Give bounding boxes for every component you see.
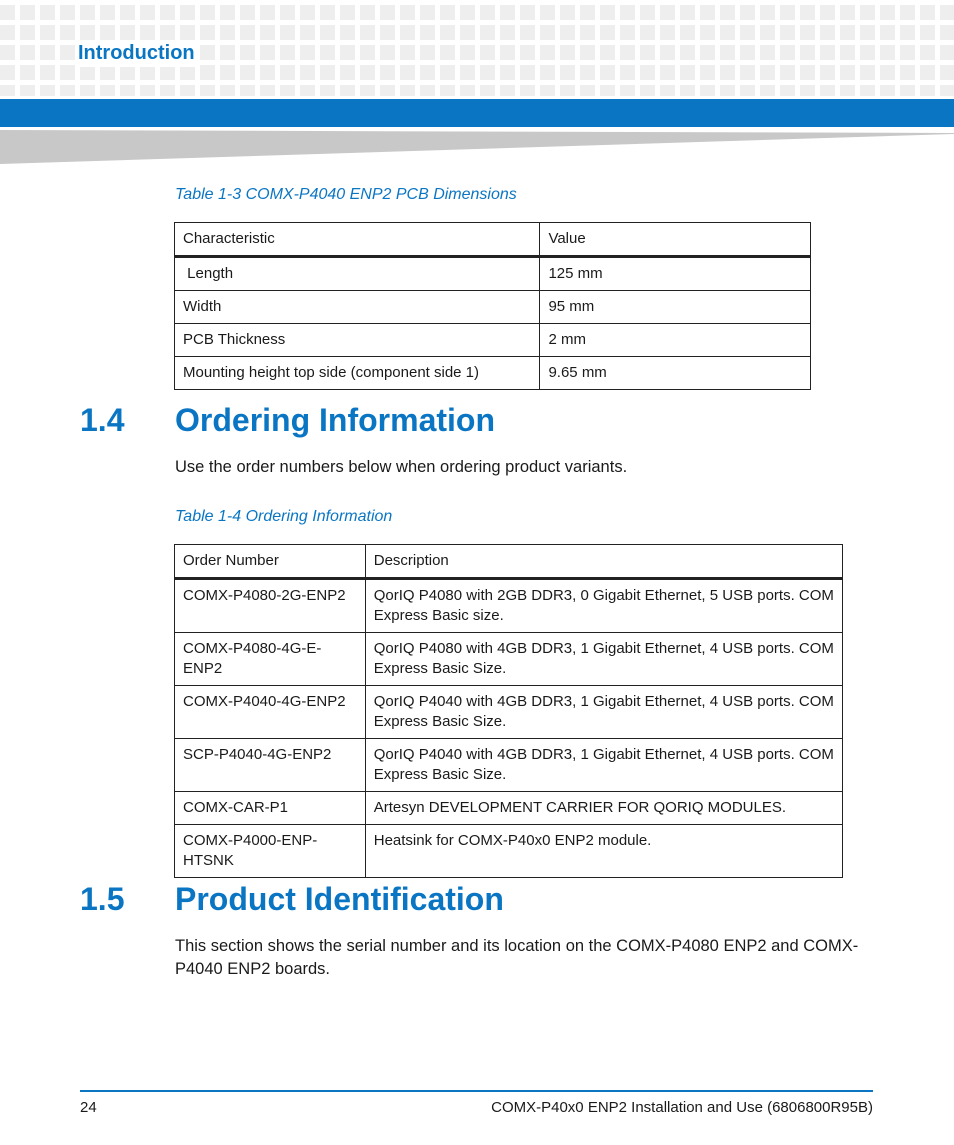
header-band: [0, 99, 954, 127]
order-description: QorIQ P4040 with 4GB DDR3, 1 Gigabit Ethernet, 4 USB ports. COM Express Basic Size.: [365, 739, 842, 792]
table-row: [175, 257, 811, 291]
table-caption: Table 1-3 COMX-P4040 ENP2 PCB Dimensions: [175, 186, 517, 203]
order-number: COMX-P4080-2G-ENP2: [175, 579, 366, 633]
order-number: COMX-P4040-4G-ENP2: [175, 686, 366, 739]
column-header: Characteristic: [175, 223, 540, 257]
table-header-row: [175, 223, 811, 257]
section-number: 1.4: [80, 402, 125, 438]
table-cell: PCB Thickness: [175, 324, 540, 357]
section-title: Product Identification: [175, 881, 504, 917]
order-number: COMX-P4080-4G-E-ENP2: [175, 633, 366, 686]
table-caption: Table 1-4 Ordering Information: [175, 508, 393, 525]
section-intro: Use the order numbers below when ordering product variants.: [175, 458, 628, 476]
table-cell: 9.65 mm: [540, 357, 811, 390]
column-header: Order Number: [175, 545, 366, 579]
table-header-row: [175, 545, 843, 579]
order-number: COMX-CAR-P1: [175, 792, 366, 825]
table-row: [175, 739, 843, 792]
order-description: Heatsink for COMX-P40x0 ENP2 module.: [365, 825, 842, 878]
header-wedge: [0, 130, 954, 164]
table-row: [175, 324, 811, 357]
order-number: COMX-P4000-ENP-HTSNK: [175, 825, 366, 878]
order-description: QorIQ P4080 with 4GB DDR3, 1 Gigabit Ethernet, 4 USB ports. COM Express Basic Size.: [365, 633, 842, 686]
column-header: Description: [365, 545, 842, 579]
table-row: [175, 357, 811, 390]
table-row: [175, 291, 811, 324]
table-cell: Length: [175, 257, 540, 291]
ordering-table: [174, 544, 843, 878]
table-cell: 95 mm: [540, 291, 811, 324]
table-cell: Mounting height top side (component side 1): [175, 357, 540, 390]
section-number: 1.5: [80, 881, 125, 917]
order-number: SCP-P4040-4G-ENP2: [175, 739, 366, 792]
pcb-dimensions-table: [174, 222, 811, 390]
chapter-title: Introduction: [78, 40, 199, 67]
order-description: Artesyn DEVELOPMENT CARRIER FOR QORIQ MODULES.: [365, 792, 842, 825]
section-intro: This section shows the serial number and its location on the COMX-P4080 ENP2 and COMX-P4040 ENP2 boards.: [175, 937, 859, 978]
table-row: [175, 686, 843, 739]
order-description: QorIQ P4040 with 4GB DDR3, 1 Gigabit Ethernet, 4 USB ports. COM Express Basic Size.: [365, 686, 842, 739]
table-row: [175, 633, 843, 686]
page-number: 24: [80, 1099, 97, 1116]
table-row: [175, 579, 843, 633]
table-cell: 2 mm: [540, 324, 811, 357]
table-row: [175, 825, 843, 878]
order-description: QorIQ P4080 with 2GB DDR3, 0 Gigabit Ethernet, 5 USB ports. COM Express Basic size.: [365, 579, 842, 633]
document-title: COMX-P40x0 ENP2 Installation and Use (6806800R95B): [491, 1099, 873, 1116]
table-cell: Width: [175, 291, 540, 324]
table-cell: 125 mm: [540, 257, 811, 291]
table-row: [175, 792, 843, 825]
footer-rule: [80, 1090, 873, 1092]
column-header: Value: [540, 223, 811, 257]
section-title: Ordering Information: [175, 402, 495, 438]
